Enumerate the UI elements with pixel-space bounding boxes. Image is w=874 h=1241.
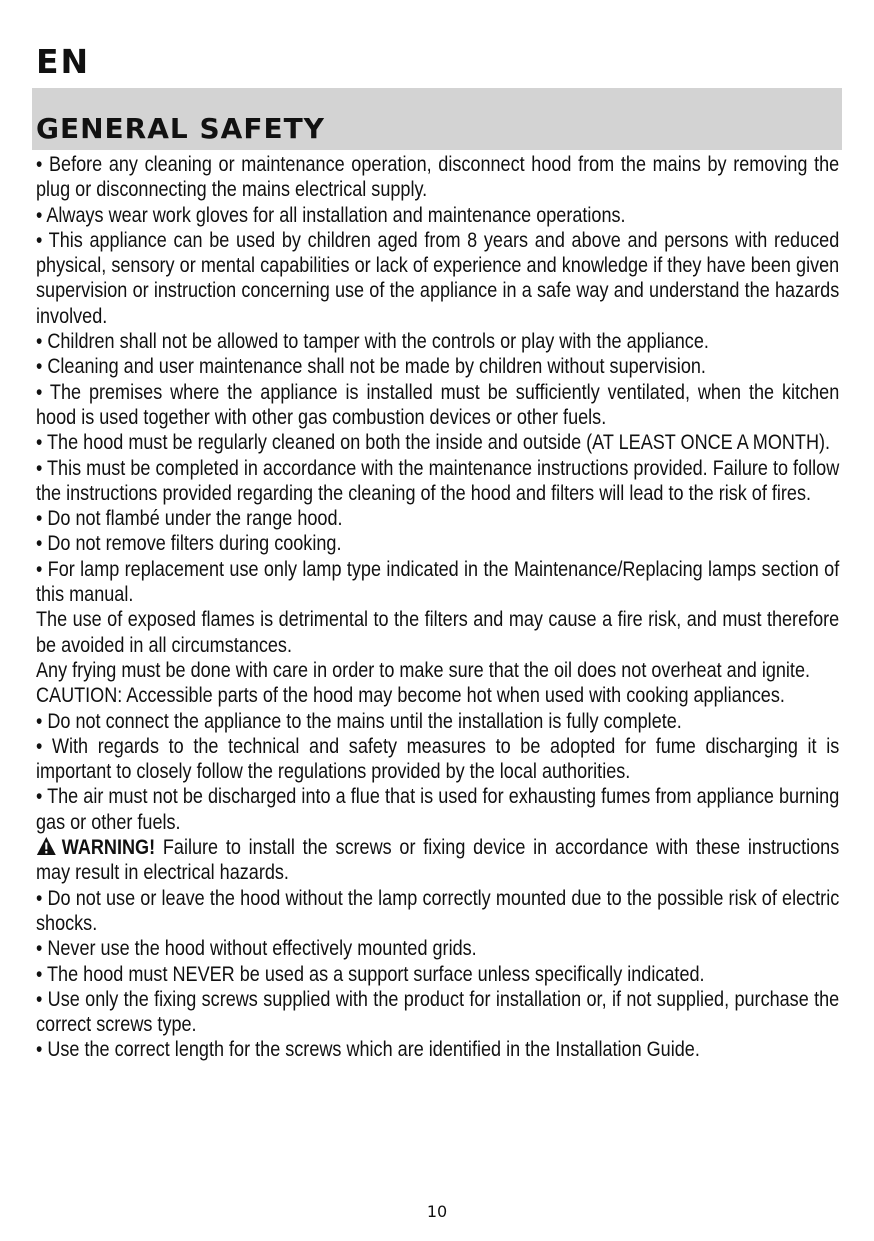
warning-text: Failure to install the screws or fixing device in accordance with these instructions may result in electrical hazards.	[36, 836, 840, 885]
paragraph: • This must be completed in accordance with the maintenance instructions provided. Failure to follow the instructions provided regarding the cleaning of the hood and filters will lead to the risk of fires.	[36, 456, 840, 505]
paragraph: • For lamp replacement use only lamp type indicated in the Maintenance/Replacing lamps section of this manual.	[36, 557, 840, 607]
page-number: 10	[426, 1202, 448, 1221]
paragraph: • Before any cleaning or maintenance operation, disconnect hood from the mains by removing the plug or disconnecting the mains electrical supply.	[36, 153, 840, 202]
paragraph: • The hood must be regularly cleaned on both the inside and outside (AT LEAST ONCE A MONTH).	[36, 431, 831, 455]
paragraph: • Do not remove filters during cooking.	[36, 532, 342, 556]
paragraph: • Do not connect the appliance to the mains until the installation is fully complete.	[36, 709, 682, 733]
caution-paragraph: CAUTION: Accessible parts of the hood may become hot when used with cooking appliances.	[36, 684, 785, 708]
paragraph: • This appliance can be used by children aged from 8 years and above and persons with reduced physical, sensory or mental capabilities or lack of experience and knowledge if they have been given supervision or instruction concerning use of the appliance in a safe way and understand the hazards involved.	[36, 228, 840, 328]
paragraph: • Cleaning and user maintenance shall not be made by children without supervision.	[36, 355, 706, 379]
paragraph: • Use the correct length for the screws which are identified in the Installation Guide.	[36, 1038, 700, 1062]
warning-paragraph	[36, 835, 839, 886]
safety-text-body	[36, 152, 840, 1063]
paragraph: Any frying must be done with care in order to make sure that the oil does not overheat and ignite.	[36, 658, 811, 682]
paragraph: • Do not flambé under the range hood.	[36, 507, 343, 531]
language-code: EN	[36, 42, 91, 81]
section-title: GENERAL SAFETY	[36, 112, 325, 145]
paragraph: • Children shall not be allowed to tamper with the controls or play with the appliance.	[36, 330, 709, 354]
paragraph: • Never use the hood without effectively mounted grids.	[36, 937, 477, 961]
paragraph: • Do not use or leave the hood without the lamp correctly mounted due to the possible risk of electric shocks.	[36, 886, 840, 935]
warning-label: WARNING!	[61, 836, 156, 860]
paragraph: • Use only the fixing screws supplied with the product for installation or, if not supplied, purchase the correct screws type.	[36, 987, 840, 1037]
paragraph: • The premises where the appliance is installed must be sufficiently ventilated, when the kitchen hood is used together with other gas combustion devices or other fuels.	[36, 380, 840, 429]
paragraph: • Always wear work gloves for all installation and maintenance operations.	[36, 203, 626, 227]
paragraph: • The hood must NEVER be used as a support surface unless specifically indicated.	[36, 962, 705, 986]
paragraph: The use of exposed flames is detrimental to the filters and may cause a fire risk, and must therefore be avoided in all circumstances.	[36, 608, 840, 657]
paragraph: • The air must not be discharged into a flue that is used for exhausting fumes from appliance burning gas or other fuels.	[36, 785, 840, 834]
paragraph: • With regards to the technical and safety measures to be adopted for fume discharging it is important to closely follow the regulations provided by the local authorities.	[36, 734, 840, 784]
warning-triangle-icon	[36, 836, 57, 856]
section-header	[32, 88, 842, 150]
